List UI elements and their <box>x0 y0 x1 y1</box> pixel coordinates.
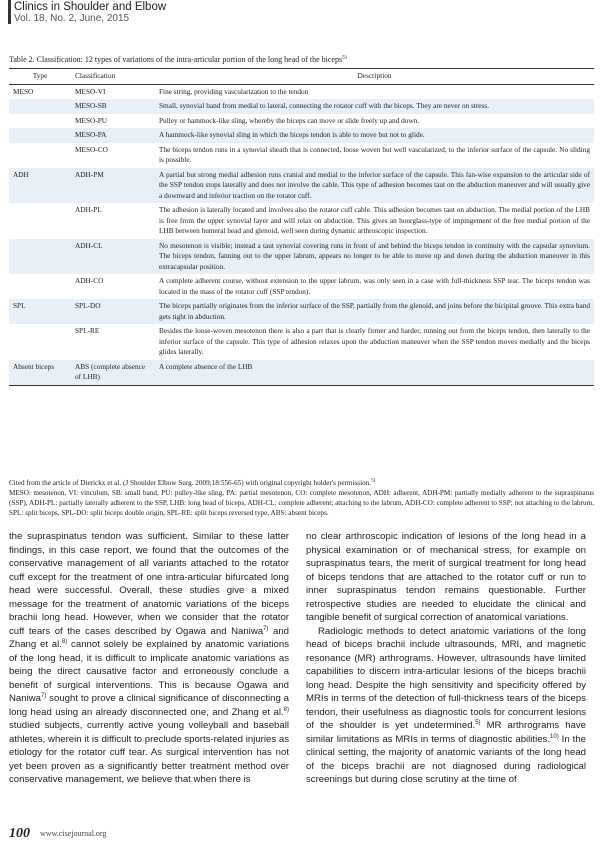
row-description: The biceps tendon runs in a synovial sheath that is connected, loose woven but well vascularized, to the inferior surface of the capsule. No sliding is possible. <box>159 144 590 164</box>
row-classification: ADH-PM <box>71 168 155 204</box>
table-header-row <box>9 69 594 85</box>
row-classification: ADH-CO <box>75 276 104 285</box>
row-description: A partial but strong medial adhesion runs cranial and medial to the inferior surface of the capsule. This fan-wise expansion to the articular side of the SSP tendon stops laterally and does not involve the cable. This type of adhesion becomes taut on the abduction maneuver and will usually give a downward and inferior traction on the rotator cuff. <box>155 168 594 204</box>
table-row <box>9 239 594 275</box>
journal-title: Clinics in Shoulder and Elbow <box>14 1 167 13</box>
citation-ref[interactable]: 8) <box>283 706 289 713</box>
row-description: Besides the loose-woven mesotenon there is also a part that is clearly firmer and harder, running out from the biceps tendon, then laterally to the inferior surface of the capsule. This type of adhesion relaxes upon the abduction maneuver when the SSP tendon moves medially and the biceps glides laterally. <box>159 326 590 356</box>
row-classification: MESO-SB <box>71 99 155 114</box>
paragraph: the supraspinatus tendon was sufficient. Similar to these latter findings, in this case report, we found that the outcomes of the conservative management of all variants attached to the rotator cuff except for the treatment of one intra-articular bifurcated long head were successful. Overall, these studies give a mixed message for the treatment of anatomic variations of the biceps brachii long head. However, when we consider that the rotator cuff tears of the cases described by Ogawa and Naniwa$^{7)}$ and Zhang et al.$^{8)}$ cannot solely be explained by anatomic variations of the long head, it is difficult to implicate anatomic variations as being the direct causative factor and erroneously conclude a benefit of surgical interventions. This is because Ogawa and Naniwa$^{7)}$ sought to prove a clinical significance of disconnecting a long head using an already disconnected one, and Zhang et al.$^{8)}$ studied subjects, currently active young volleyball and baseball athletes, wherein it is difficult to preclude sports-related injuries as etiology for the rotator cuff tear. As surgical intervention has not yet been proven as a significantly better treatment method over conservative management, we believe that when there is <box>9 531 289 785</box>
row-type <box>9 239 71 275</box>
row-description: A complete absence of the LHB <box>155 360 594 386</box>
row-type <box>9 203 71 239</box>
journal-volume: Vol. 18, No. 2, June, 2015 <box>14 13 130 24</box>
row-classification: SPL-RE <box>75 326 100 335</box>
row-description: The adhesion is laterally located and involves also the rotator cuff cable. This adhesion becomes taut on abduction. The medial portion of the LHB is free from the upper synovial layer and will relax on abduction. This gives an hourglass-type of impingement of the free medial portion of the LHB between humeral head and glenoid, well seen during dynamic arthroscopic inspection. <box>159 205 590 235</box>
row-classification: MESO-PU <box>75 115 108 125</box>
table-row <box>9 114 594 129</box>
header-description: Description <box>155 69 594 85</box>
table-row <box>9 143 594 168</box>
page-number: 100 <box>9 826 30 841</box>
footnote-abbreviations: MESO: mesotenon, VI: vinculum, SB: small band, PU: pulley-like sling, PA: partial mesotenon, CO: complete mesotenon, ADH: adherent, ADH-PM: partially medially adherent to the supraspinatus (SSP), ADH-PL: partially laterally adherent to the SSP, LHB: long head of biceps, ADH-CL: complete adherent; attaching to the labrum, ADH-CO: complete adherent to SSP; not attaching to the labrum, SPL: split biceps, SPL-DO: split biceps double origin, SPL-RE: split biceps reversed type, ABS: absent biceps. <box>9 489 594 517</box>
table-row <box>9 84 594 99</box>
row-description: Small, synovial band from medial to lateral, connecting the rotator cuff with the biceps. They are never on stress. <box>155 99 594 114</box>
table-row <box>9 360 594 386</box>
row-description: A hammock-like synovial sling in which the biceps tendon is able to move but not to glide. <box>155 128 594 143</box>
row-type <box>9 143 71 168</box>
table-caption: Table 2. Classification: 12 types of variations of the intra-articular portion of the long head of the biceps$^{5)}$ <box>9 54 347 64</box>
row-classification: MESO-CO <box>75 144 108 154</box>
row-type <box>9 114 71 129</box>
table-row <box>9 274 594 299</box>
row-type: SPL <box>9 299 71 324</box>
row-type: Absent biceps <box>9 360 71 386</box>
body-column-right <box>306 530 586 787</box>
table-caption-ref[interactable]: 5) <box>342 54 347 61</box>
row-classification: ABS (complete absence of LHB) <box>71 360 155 386</box>
row-description: A complete adherent course, without extension to the upper labrum, was only seen in a case with full-thickness SSP tear. The biceps tendon was located in the mass of the rotator cuff (SSP tendon). <box>159 276 590 296</box>
body-column-left <box>9 530 289 787</box>
classification-table <box>9 68 594 386</box>
row-classification: ADH-PL <box>75 205 102 214</box>
citation-ref[interactable]: 5) <box>475 719 481 726</box>
footnote-citation: Cited from the article of Dierickx et al. (J Shoulder Elbow Surg. 2009;18:556-65) with original copyright holder's permission.$^{5)}$ <box>9 478 376 487</box>
header-type: Type <box>9 69 71 85</box>
row-description: Fine string, providing vascularization to the tendon <box>159 86 309 96</box>
citation-ref[interactable]: 8) <box>61 638 68 645</box>
table-row <box>9 168 594 204</box>
header-accent-bar <box>8 0 11 24</box>
table-footnotes <box>9 478 594 518</box>
citation-ref[interactable]: 10) <box>550 733 559 740</box>
header-classification: Classification <box>71 69 155 85</box>
table-row <box>9 128 594 143</box>
footnote-ref[interactable]: 5) <box>371 478 376 484</box>
row-type: MESO <box>13 86 34 96</box>
table-row <box>9 324 594 360</box>
row-description: The biceps partially originates from the inferior surface of the SSP, partially from the glenoid, and joins before the bicipital groove. This extra band gets tight in abduction. <box>155 299 594 324</box>
row-classification: MESO-PA <box>71 128 155 143</box>
row-classification: SPL-DO <box>71 299 155 324</box>
row-type <box>9 274 71 299</box>
table-row <box>9 99 594 114</box>
row-type <box>9 324 71 360</box>
paragraph: Radiologic methods to detect anatomic variations of the long head of biceps brachii include ultrasounds, MRI, and magnetic resonance (MR) arthrograms. However, ultrasounds have limited capabilities to discern intra-articular lesions of the biceps brachii long head. Despite the high sensitivity and specificity offered by MRIs in terms of the detection of full-thickness tears of the biceps tendon, their usefulness as diagnostic tools for concurrent lesions of the shoulder is yet undetermined.$^{5)}$ MR arthrograms have similar limitations as MRIs in terms of diagnostic abilities.$^{10)}$ In the clinical setting, the majority of anatomic variants of the long head of the biceps brachii are not diagnosed during radiological screenings but during close scrutiny at the time of <box>306 625 587 785</box>
table-row <box>9 299 594 324</box>
row-type <box>9 99 71 114</box>
row-description: No mesotenon is visible; instead a taut synovial covering runs in front of and behind the biceps tendon in continuity with the capsular synovium. The biceps tendon, fanning out to the upper labrum, appears no longer to be able to move up and down during the abduction maneuver in this extracapsular position. <box>155 239 594 275</box>
row-type <box>9 128 71 143</box>
row-description: Pulley or hammock-like sling, whereby the biceps can move or slide freely up and down. <box>159 115 420 125</box>
table-row <box>9 203 594 239</box>
row-classification: ADH-CL <box>71 239 155 275</box>
paragraph: no clear arthroscopic indication of lesions of the long head in a physical examination or of mechanical stress, for example on supraspinatus tears, the merit of surgical treatment for long head of biceps tendons that are attached to the rotator cuff or run to inner supraspinatus tendon remains questionable. Further retrospective studies are needed to elucidate the clinical and tangible benefit of surgical correction of anatomical variations. <box>306 531 586 623</box>
citation-ref[interactable]: 7) <box>263 625 269 632</box>
journal-website-link[interactable]: www.cisejournal.org <box>40 829 107 838</box>
row-type: ADH <box>9 168 71 204</box>
citation-ref[interactable]: 7) <box>41 692 47 699</box>
row-classification: MESO-VI <box>75 86 106 96</box>
